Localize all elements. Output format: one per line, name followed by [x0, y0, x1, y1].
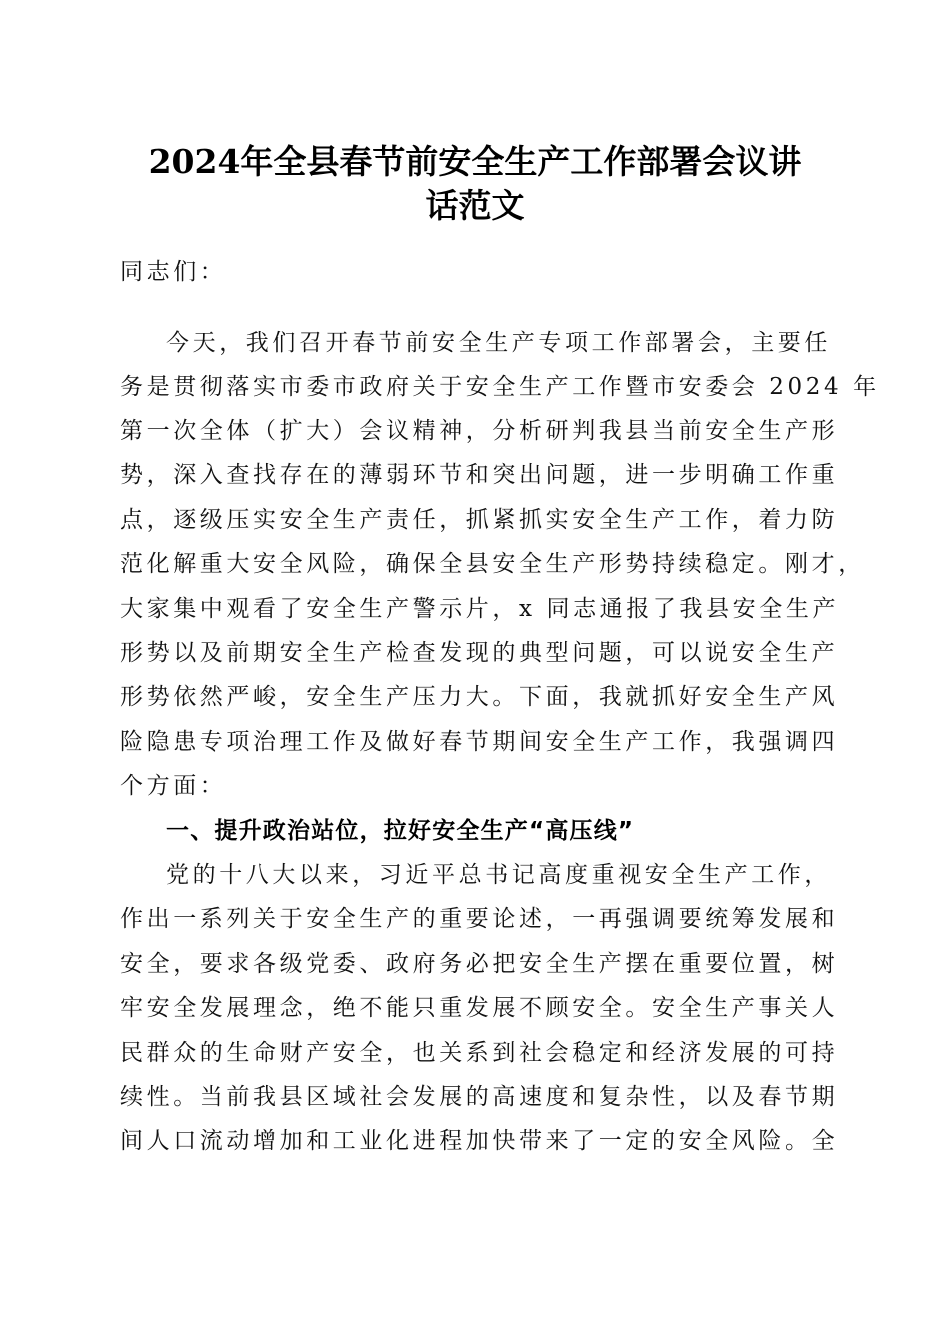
paragraph-line: 牢安全发展理念，绝不能只重发展不顾安全。安全生产事关人 — [120, 995, 839, 1021]
paragraph-line: 形势以及前期安全生产检查发现的典型问题，可以说安全生产 — [120, 640, 839, 666]
paragraph-line: 第一次全体（扩大）会议精神，分析研判我县当前安全生产形 — [120, 418, 839, 444]
paragraph-line: 安全，要求各级党委、政府务必把安全生产摆在重要位置，树 — [120, 951, 839, 977]
paragraph-line: 今天，我们召开春节前安全生产专项工作部署会，主要任 — [166, 330, 831, 356]
paragraph-line: 续性。当前我县区域社会发展的高速度和复杂性，以及春节期 — [120, 1084, 839, 1110]
paragraph-line: 个方面： — [120, 773, 227, 799]
title-line-1: 2024年全县春节前安全生产工作部署会议讲 — [148, 142, 802, 181]
title-line-2: 话范文 — [425, 186, 525, 225]
paragraph-line: 作出一系列关于安全生产的重要论述，一再强调要统筹发展和 — [120, 906, 839, 932]
paragraph-line: 形势依然严峻，安全生产压力大。下面，我就抓好安全生产风 — [120, 684, 839, 710]
paragraph-line: 间人口流动增加和工业化进程加快带来了一定的安全风险。全 — [120, 1128, 839, 1154]
paragraph-line: 险隐患专项治理工作及做好春节期间安全生产工作，我强调四 — [120, 729, 839, 755]
paragraph-line: 党的十八大以来，习近平总书记高度重视安全生产工作， — [166, 862, 831, 888]
paragraph-line: 务是贯彻落实市委市政府关于安全生产工作暨市安委会 2024 年 — [120, 374, 880, 400]
salutation: 同志们： — [120, 259, 227, 285]
paragraph-line: 民群众的生命财产安全，也关系到社会稳定和经济发展的可持 — [120, 1040, 839, 1066]
paragraph-line: 大家集中观看了安全生产警示片，x 同志通报了我县安全生产 — [120, 596, 840, 622]
paragraph-line: 范化解重大安全风险，确保全县安全生产形势持续稳定。刚才， — [120, 551, 865, 577]
paragraph-line: 点，逐级压实安全生产责任，抓紧抓实安全生产工作，着力防 — [120, 507, 839, 533]
paragraph-line: 势，深入查找存在的薄弱环节和突出问题，进一步明确工作重 — [120, 462, 839, 488]
section-heading: 一、提升政治站位，拉好安全生产“高压线” — [166, 818, 635, 844]
